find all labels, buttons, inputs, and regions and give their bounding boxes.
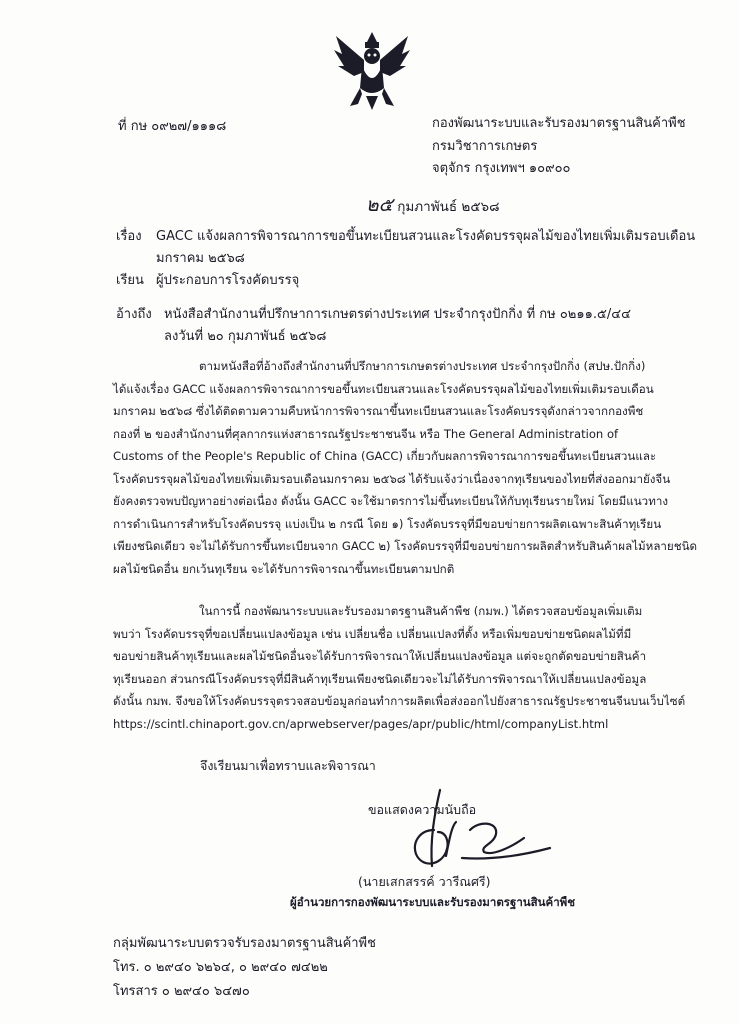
body-line: การดำเนินการสำหรับโรงคัดบรรจุ แบ่งเป็น ๒ กรณี โดย ๑) โรงคัดบรรจุที่มีขอบข่ายการผลิตเฉพาะสินค้าทุเรียน (113, 516, 662, 531)
body-line: Customs of the People's Republic of China (GACC) เกี่ยวกับผลการพิจารณาการขอขึ้นทะเบียนสวนและ (113, 449, 657, 463)
body-line: กองที่ ๒ ของสำนักงานที่ศุลกากรแห่งสาธารณรัฐประชาชนจีน หรือ The General Administration of (113, 426, 619, 441)
sender-org-line: จตุจักร กรุงเทพฯ ๑๐๙๐๐ (432, 161, 571, 176)
body-line: ผลไม้ชนิดอื่น ยกเว้นทุเรียน จะได้รับการพิจารณาขึ้นทะเบียนตามปกติ (113, 561, 455, 576)
subject-label: เรื่อง (116, 229, 142, 244)
date-month-year: กุมภาพันธ์ ๒๕๖๘ (397, 199, 500, 215)
contact-group: กลุ่มพัฒนาระบบตรวจรับรองมาตรฐานสินค้าพืช (113, 936, 376, 951)
sender-org-line: กองพัฒนาระบบและรับรองมาตรฐานสินค้าพืช (432, 116, 686, 131)
body-line: ยังคงตรวจพบปัญหาอย่างต่อเนื่อง ดังนั้น GACC จะใช้มาตรการไม่ขึ้นทะเบียนให้กับทุเรียนรายใหม่ โดยมีแนวทาง (113, 494, 669, 508)
signer-title: ผู้อำนวยการกองพัฒนาระบบและรับรองมาตรฐานสินค้าพืช (290, 895, 576, 909)
website-url[interactable]: https://scintl.chinaport.gov.cn/aprwebserver/pages/apr/public/html/companyList.html (113, 716, 609, 731)
reference-line: หนังสือสำนักงานที่ปรึกษาการเกษตรต่างประเทศ ประจำกรุงปักกิ่ง ที่ กษ ๐๒๑๑.๕/๔๔ (164, 307, 631, 322)
signer-name: (นายเสกสรรค์ วารีณศรี) (358, 874, 491, 889)
reference-label: อ้างถึง (116, 307, 152, 322)
recipient-text: ผู้ประกอบการโรงคัดบรรจุ (156, 273, 300, 288)
body-line: ดังนั้น กมพ. จึงขอให้โรงคัดบรรจุตรวจสอบข้อมูลก่อนทำการผลิตเพื่อส่งออกไปยังสาธารณรัฐประชาชนจีนบนเว็บไซต์ (113, 694, 686, 708)
body-line: ในการนี้ กองพัฒนาระบบและรับรองมาตรฐานสินค้าพืช (กมพ.) ได้ตรวจสอบข้อมูลเพิ่มเติม (199, 604, 643, 618)
reference-line: ลงวันที่ ๒๐ กุมภาพันธ์ ๒๕๖๘ (164, 329, 327, 344)
closing-line: จึงเรียนมาเพื่อทราบและพิจารณา (200, 758, 376, 773)
document-number: ที่ กษ ๐๙๒๗/๑๑๑๘ (118, 119, 227, 134)
body-line: ตามหนังสือที่อ้างถึงสำนักงานที่ปรึกษาการเกษตรต่างประเทศ ประจำกรุงปักกิ่ง (สปษ.ปักกิ่ง) (199, 359, 646, 373)
handwritten-signature-icon (400, 786, 560, 886)
subject-line: มกราคม ๒๕๖๘ (156, 251, 245, 266)
sender-address (432, 113, 686, 181)
regards-text: ขอแสดงความนับถือ (368, 802, 477, 817)
contact-fax: โทรสาร ๐ ๒๙๔๐ ๖๔๗๐ (113, 984, 250, 999)
body-line: มกราคม ๒๕๖๘ ซึ่งได้ติดตามความคืบหน้าการพิจารณาขึ้นทะเบียนสวนและโรงคัดบรรจุดังกล่าวจากกองพืช (113, 404, 644, 418)
date-day: ๒๕ (366, 194, 393, 216)
body-line: พบว่า โรงคัดบรรจุที่ขอเปลี่ยนแปลงข้อมูล เช่น เปลี่ยนชื่อ เปลี่ยนแปลงที่ตั้ง หรือเพิ่มขอบข่ายชนิดผลไม้ที่มี (113, 626, 632, 641)
body-line: ขอบข่ายสินค้าทุเรียนและผลไม้ชนิดอื่นจะได้รับการพิจารณาให้เปลี่ยนแปลงข้อมูล แต่จะถูกตัดขอบข่ายสินค้า (113, 649, 647, 663)
contact-info (113, 932, 376, 1004)
body-paragraph-1 (113, 355, 697, 580)
recipient-label: เรียน (116, 273, 144, 288)
body-paragraph-2 (113, 600, 685, 735)
sender-org-line: กรมวิชาการเกษตร (432, 138, 538, 154)
letter-date (366, 190, 500, 220)
contact-phone: โทร. ๐ ๒๙๔๐ ๖๒๖๔, ๐ ๒๙๔๐ ๗๔๒๒ (113, 960, 328, 975)
body-line: ทุเรียนออก ส่วนกรณีโรงคัดบรรจุที่มีสินค้าทุเรียนเพียงชนิดเดียวจะไม่ได้รับการพิจารณาให้เปลี่ยนแปลงข้อมูล (113, 671, 647, 686)
subject-line: GACC แจ้งผลการพิจารณาการขอขึ้นทะเบียนสวนและโรงคัดบรรจุผลไม้ของไทยเพิ่มเติมรอบเดือน (156, 229, 696, 244)
body-line: โรงคัดบรรจุผลไม้ของไทยเพิ่มเติมรอบเดือนมกราคม ๒๕๖๘ ได้รับแจ้งว่าเนื่องจากทุเรียนของไทยที่ส่งออกมายังจีน (113, 471, 671, 486)
body-line: ได้แจ้งเรื่อง GACC แจ้งผลการพิจารณาการขอขึ้นทะเบียนสวนและโรงคัดบรรจุผลไม้ของไทยเพิ่มเติมรอบเดือน (113, 381, 654, 396)
body-line: เพียงชนิดเดียว จะไม่ได้รับการขึ้นทะเบียนจาก GACC ๒) โรงคัดบรรจุที่มีขอบข่ายการผลิตสำหรับสินค้าผลไม้หลายชนิด (113, 539, 698, 553)
garuda-emblem-icon (332, 30, 412, 112)
